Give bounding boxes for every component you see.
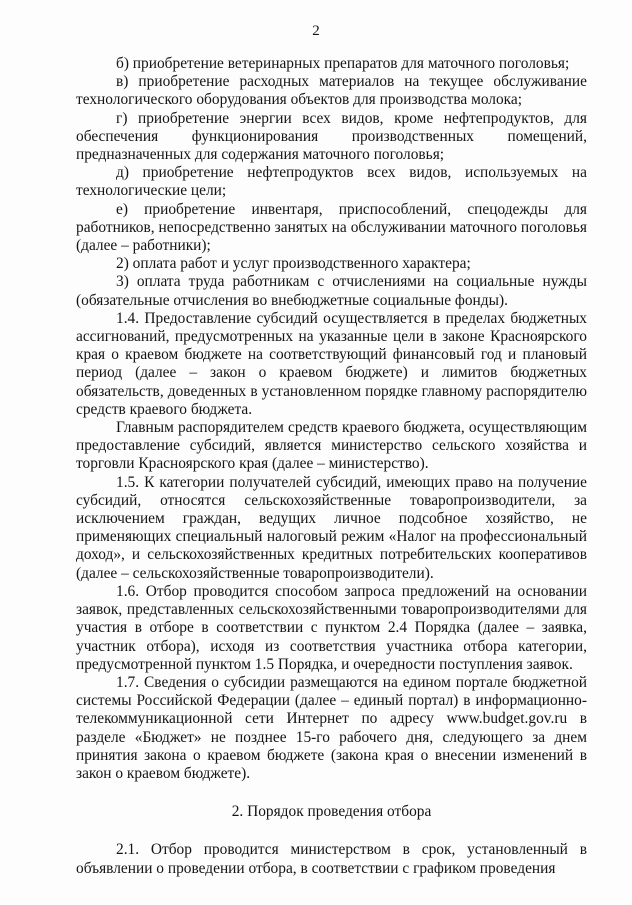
- section-title: 2. Порядок проведения отбора: [231, 803, 432, 821]
- paragraph-1-5: 1.5. К категории получателей субсидий, имеющих право на получение субсидий, относятся сельскохозяйственные товаропроизводители, за исключением граждан, ведущих личное подсобное хозяйство, не применяющих специальный налоговый режим «Налог на профессиональный доход», и сельскохозяйственных кредитных потребительских кооперативов (далее – сельскохозяйственные товаропроизводители).: [76, 473, 587, 582]
- paragraph-g: г) приобретение энергии всех видов, кроме нефтепродуктов, для обеспечения функционирования производственных помещений, предназначенных для содержания маточного поголовья;: [76, 109, 587, 164]
- paragraph-1-7: 1.7. Сведения о субсидии размещаются на едином портале бюджетной системы Российской Федерации (далее – единый портал) в информационно-телекоммуникационной сети Интернет по адресу www.budget.gov.ru в разделе «Бюджет» не позднее 15-го рабочего дня, следующего за днем принятия закона о краевом бюджете (закона края о внесении изменений в закон о краевом бюджете).: [76, 673, 587, 782]
- paragraph-2-1: 2.1. Отбор проводится министерством в срок, установленный в объявлении о проведении отбора, в соответствии с графиком проведения: [76, 841, 587, 877]
- paragraph-main-distributor: Главным распорядителем средств краевого бюджета, осуществляющим предоставление субсидий, является министерство сельского хозяйства и торговли Красноярского края (далее – министерство).: [76, 419, 587, 473]
- paragraph-d: д) приобретение нефтепродуктов всех видов, используемых на технологические цели;: [76, 164, 587, 200]
- paragraph-3: 3) оплата труда работникам с отчислениями на социальные нужды (обязательные отчисления во внебюджетные социальные фонды).: [76, 273, 587, 309]
- paragraph-e: е) приобретение инвентаря, приспособлений, спецодежды для работников, непосредственно занятых на обслуживании маточного поголовья (далее – работники);: [76, 200, 587, 255]
- document-body: [76, 55, 587, 878]
- page-number: 2: [312, 23, 320, 39]
- paragraph-1-6: 1.6. Отбор проводится способом запроса предложений на основании заявок, представленных сельскохозяйственными товаропроизводителями для участия в отборе в соответствии с пунктом 2.4 Порядка (далее – заявка, участник отбора), исходя из соответствия участника отбора категории, предусмотренной пунктом 1.5 Порядка, и очередности поступления заявок.: [76, 582, 587, 673]
- paragraph-2: 2) оплата работ и услуг производственного характера;: [116, 255, 471, 273]
- paragraph-v: в) приобретение расходных материалов на текущее обслуживание технологического оборудования объектов для производства молока;: [76, 73, 587, 109]
- paragraph-1-4: 1.4. Предоставление субсидий осуществляется в пределах бюджетных ассигнований, предусмотренных на указанные цели в законе Красноярского края о краевом бюджете на соответствующий финансовый год и плановый период (далее – закон о краевом бюджете) и лимитов бюджетных обязательств, доведенных в установленном порядке главному распорядителю средств краевого бюджета.: [76, 309, 587, 418]
- paragraph-b: б) приобретение ветеринарных препаратов для маточного поголовья;: [116, 55, 570, 72]
